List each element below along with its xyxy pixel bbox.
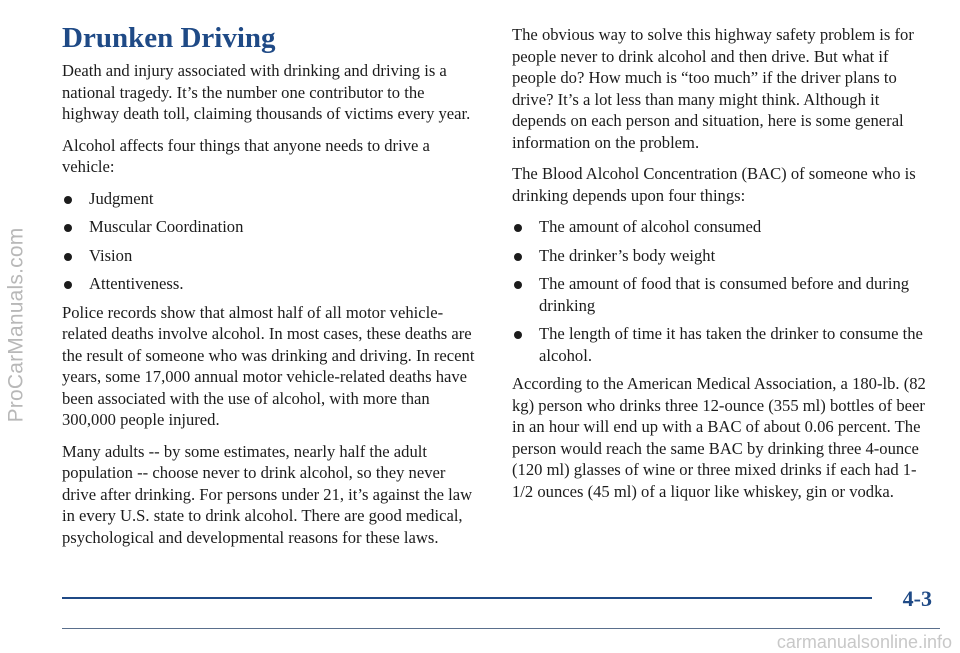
right-paragraph-1: The obvious way to solve this highway safety problem is for people never to drink alcohol and then drive. But what if people do? How much is “too much” if the driver plans to drive? It’s a lot less than many might think. Although it depends on each person and situation, here is some general information on the problem.: [512, 25, 914, 152]
list-item-text: Judgment: [89, 188, 154, 208]
bullet-icon: [514, 331, 522, 339]
bullet-icon: [64, 281, 72, 289]
list-item: [512, 216, 932, 238]
footer-divider: [62, 597, 872, 599]
list-item: [62, 245, 480, 267]
bullet-icon: [514, 281, 522, 289]
list-item-text: Attentiveness.: [89, 274, 184, 293]
page-title: Drunken Driving: [62, 22, 276, 54]
right-paragraph-3: According to the American Medical Association, a 180-lb. (82 kg) person who drinks three 12-ounce (355 ml) bottles of beer in an hour will end up with a BAC of about 0.06 percent. The person would reach the same BAC by drinking three 4-ounce (120 ml) glasses of wine or three mixed drinks if each had 1-1/2 ounces (45 ml) of a liquor like whiskey, gin or vodka.: [512, 374, 926, 501]
list-item-text: Vision: [89, 245, 133, 265]
left-column: [62, 60, 480, 558]
list-item-text: The drinker’s body weight: [539, 245, 716, 265]
right-bullet-list: [512, 216, 932, 366]
right-paragraph-2: The Blood Alcohol Concentration (BAC) of someone who is drinking depends upon four things:: [512, 164, 916, 205]
bullet-icon: [64, 224, 72, 232]
list-item-text: The length of time it has taken the drinker to consume the alcohol.: [539, 324, 923, 365]
list-item: [512, 273, 932, 316]
left-paragraph-1: Death and injury associated with drinking and driving is a national tragedy. It’s the number one contributor to the highway death toll, claiming thousands of victims every year.: [62, 61, 471, 123]
right-column: [512, 24, 932, 512]
page-number: 4-3: [902, 586, 932, 611]
bullet-icon: [64, 253, 72, 261]
bottom-divider: [62, 628, 940, 629]
bullet-icon: [64, 196, 72, 204]
left-bullet-list: [62, 188, 480, 295]
left-paragraph-4: Many adults -- by some estimates, nearly half the adult population -- choose never to drink alcohol, so they never drive after drinking. For persons under 21, it’s against the law in every U.S. state to drink alcohol. There are good medical, psychological and developmental reasons for these laws.: [62, 441, 473, 547]
watermark-left-text: ProCarManuals.com: [4, 227, 27, 423]
list-item: [62, 273, 480, 295]
list-item: [512, 323, 932, 366]
watermark-left: [2, 0, 30, 650]
list-item-text: Muscular Coordination: [89, 217, 244, 236]
list-item-text: The amount of alcohol consumed: [539, 217, 762, 236]
bullet-icon: [514, 253, 522, 261]
list-item: [62, 188, 480, 210]
left-paragraph-3: Police records show that almost half of all motor vehicle-related deaths involve alcohol. In most cases, these deaths are the result of someone who was drinking and driving. In recent years, some 17,000 annual motor vehicle-related deaths have been associated with the use of alcohol, with more than 300,000 people injured.: [62, 302, 475, 429]
bullet-icon: [514, 224, 522, 232]
list-item: [512, 245, 932, 267]
left-paragraph-2: Alcohol affects four things that anyone needs to drive a vehicle:: [62, 135, 430, 176]
watermark-bottom: carmanualsonline.info: [776, 632, 952, 652]
list-item: [62, 216, 480, 238]
list-item-text: The amount of food that is consumed before and during drinking: [539, 274, 910, 315]
